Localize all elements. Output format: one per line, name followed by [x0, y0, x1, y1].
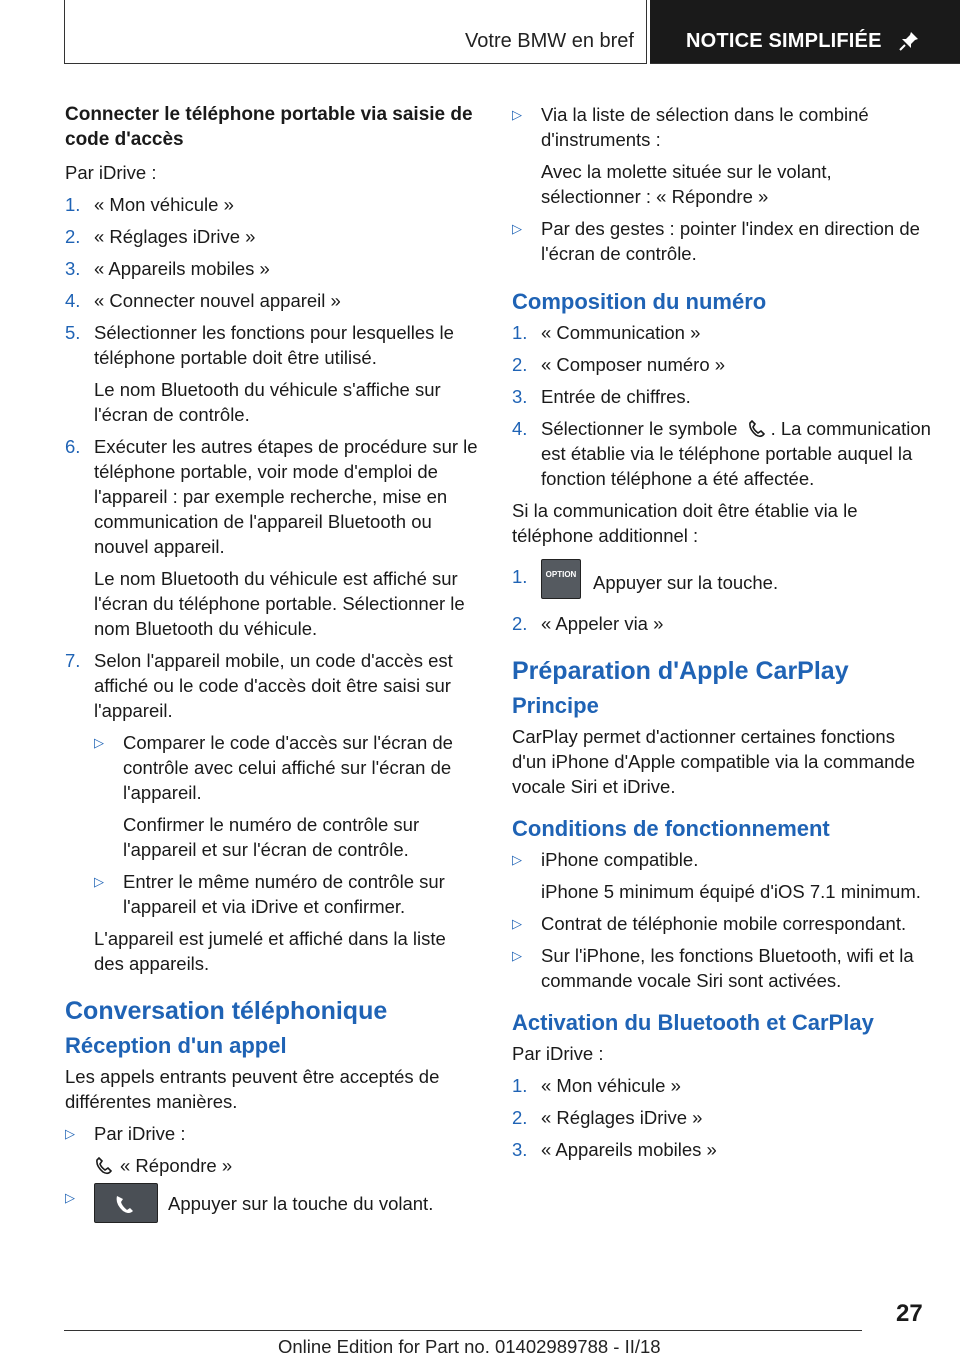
list-item: 2. « Réglages iDrive » [65, 226, 256, 247]
pushpin-icon [898, 30, 920, 52]
list-item: 7. Selon l'appareil mobile, un code d'accès est affiché ou le code d'accès doit être saisi sur l'appareil. ▷ Comparer le code d'accès sur l'écran de contrôle avec celui affiché sur l'écran de l'appareil. Confirmer le numéro de contrôle sur l'appareil et sur l'écran de contrôle. ▷ Entrer le même numéro de contrôle sur l'appareil et via iDrive et confirmer. L'appareil est jumelé et affiché dans la liste des appareils. [65, 648, 480, 976]
bullet-item: ▷ Par iDrive : « Répondre » [65, 1123, 233, 1176]
list-item: 1. « Communication » [512, 322, 701, 343]
section-heading-connect: Connecter le téléphone portable via saisie de code d'accès [65, 104, 473, 150]
intro-text: Par iDrive : [65, 162, 157, 183]
list-item: 3. « Appareils mobiles » [512, 1139, 717, 1160]
list-item: 3. « Appareils mobiles » [65, 258, 270, 279]
triangle-bullet-icon: ▷ [512, 916, 522, 931]
list-item: 5. Sélectionner les fonctions pour lesquelles le téléphone portable doit être utilisé. Le nom Bluetooth du véhicule s'affiche sur l'écran de contrôle. [65, 322, 454, 425]
section-title: Votre BMW en bref [465, 30, 634, 52]
right-column: ▷ Via la liste de sélection dans le combiné d'instruments : Avec la molette située sur le volant, sélectionner : « Répondre » ▷ Par des gestes : pointer l'index en direction de l'écran de contrôle. Composition du numéro 1. « Communication » 2. « Composer numéro » 3. Entrée de chiffres. 4. Sélectionner le symbole . La communication est établie via le téléphone portable auquel la fonction téléphone a été affectée. Si la communication doit être établie via le téléphone additionnel : 1. OPTION Appuyer sur la touche. 2. « Appeler via » Préparation d'Apple CarPlay Principe CarPlay permet d'actionner certaines fonctions d'un iPhone d'Apple compatible via la commande vocale Siri et iDrive. Conditions de fonctionnement ▷ iPhone compatible. iPhone 5 minimum équipé d'iOS 7.1 minimum. ▷ Contrat de téléphonie mobile correspondant. ▷ Sur l'iPhone, les fonctions Bluetooth, wifi et la commande vocale Siri sont activées. Activation du Bluetooth et CarPlay Par iDrive : 1. « Mon véhicule » 2. « Réglages iDrive » 3. « Appareils mobiles » [512, 104, 931, 1160]
bullet-item: ▷ Comparer le code d'accès sur l'écran de contrôle avec celui affiché sur l'écran de l'appareil. Confirmer le numéro de contrôle sur l'appareil et sur l'écran de contrôle. [94, 732, 453, 860]
bullet-item: ▷ Appuyer sur la touche du volant. [65, 1185, 480, 1225]
triangle-bullet-icon: ▷ [512, 948, 522, 963]
list-item: 1. « Mon véhicule » [65, 194, 234, 215]
triangle-bullet-icon: ▷ [94, 735, 104, 750]
bullet-item: ▷ iPhone compatible. iPhone 5 minimum équipé d'iOS 7.1 minimum. [512, 849, 921, 902]
section-title-principle: Principe [512, 693, 599, 718]
triangle-bullet-icon: ▷ [65, 1126, 75, 1141]
section-title-receive: Réception d'un appel [65, 1033, 287, 1058]
bullet-item: ▷ Contrat de téléphonie mobile correspondant. [512, 913, 907, 934]
chapter-title-call: Conversation téléphonique [65, 997, 388, 1025]
triangle-bullet-icon: ▷ [94, 874, 104, 889]
triangle-bullet-icon: ▷ [65, 1190, 75, 1205]
bullet-item: ▷ Par des gestes : pointer l'index en direction de l'écran de contrôle. [512, 218, 920, 264]
list-item: 3. Entrée de chiffres. [512, 386, 691, 407]
left-column: Connecter le téléphone portable via saisie de code d'accès Par iDrive : 1. « Mon véhicule » 2. « Réglages iDrive » 3. « Appareils mobiles » 4. « Connecter nouvel appareil » 5. Sélectionner les fonctions pour lesquelles le téléphone portable doit être utilisé. Le nom Bluetooth du véhicule s'affiche sur l'écran de contrôle. 6. Exécuter les autres étapes de procédure sur le téléphone portable, voir mode d'emploi de l'appareil : par exemple recherche, mise en communication de l'appareil Bluetooth ou nouvel appareil. Le nom Bluetooth du véhicule est affiché sur l'écran du téléphone portable. Sélectionner le nom Bluetooth du véhicule. 7. Selon l'appareil mobile, un code d'accès est affiché ou le code d'accès doit être saisi sur l'appareil. ▷ Comparer le code d'accès sur l'écran de contrôle avec celui affiché sur l'écran de l'appareil. Confirmer le numéro de contrôle sur l'appareil et sur l'écran de contrôle. ▷ Entrer le même numéro de contrôle sur l'appareil et via iDrive et confirmer. L'appareil est jumelé et affiché dans la liste des appareils. Conversation téléphonique Réception d'un appel Les appels entrants peuvent être acceptés de différentes manières. ▷ Par iDrive : « Répondre » ▷ Appuyer sur la touche du volant. [65, 102, 480, 1232]
list-item: 4. « Connecter nouvel appareil » [65, 290, 341, 311]
footer-edition: Online Edition for Part no. 01402989788 - II/18 [278, 1336, 661, 1357]
footer-divider [64, 1330, 862, 1331]
list-item: 2. « Réglages iDrive » [512, 1107, 703, 1128]
triangle-bullet-icon: ▷ [512, 107, 522, 122]
list-item: 4. Sélectionner le symbole . La communication est établie via le téléphone portable auquel la fonction téléphone a été affectée. [512, 418, 931, 489]
list-item: 1. OPTION Appuyer sur la touche. [512, 564, 932, 604]
bullet-item: ▷ Via la liste de sélection dans le combiné d'instruments : Avec la molette située sur le volant, sélectionner : « Répondre » [512, 104, 869, 207]
bullet-item: ▷ Entrer le même numéro de contrôle sur l'appareil et via iDrive et confirmer. [94, 871, 445, 917]
list-item: 2. « Composer numéro » [512, 354, 726, 375]
option-button: OPTION [541, 559, 581, 599]
section-title-compose: Composition du numéro [512, 289, 767, 314]
header-badge: NOTICE SIMPLIFIÉE [686, 30, 882, 52]
list-item: 2. « Appeler via » [512, 613, 664, 634]
steering-wheel-phone-button [94, 1183, 158, 1223]
triangle-bullet-icon: ▷ [512, 852, 522, 867]
list-item: 6. Exécuter les autres étapes de procédure sur le téléphone portable, voir mode d'emploi de l'appareil : par exemple recherche, mise en communication de l'appareil Bluetooth ou nouvel appareil. Le nom Bluetooth du véhicule est affiché sur l'écran du téléphone portable. Sélectionner le nom Bluetooth du véhicule. [65, 436, 478, 639]
list-item: 1. « Mon véhicule » [512, 1075, 681, 1096]
page-number: 27 [896, 1300, 923, 1327]
section-title-conditions: Conditions de fonctionnement [512, 816, 830, 841]
bullet-item: ▷ Sur l'iPhone, les fonctions Bluetooth, wifi et la commande vocale Siri sont activées. [512, 945, 914, 991]
phone-icon [747, 420, 767, 438]
section-title-activation: Activation du Bluetooth et CarPlay [512, 1010, 874, 1035]
phone-icon [94, 1157, 114, 1175]
chapter-title-carplay: Préparation d'Apple CarPlay [512, 657, 849, 685]
triangle-bullet-icon: ▷ [512, 221, 522, 236]
